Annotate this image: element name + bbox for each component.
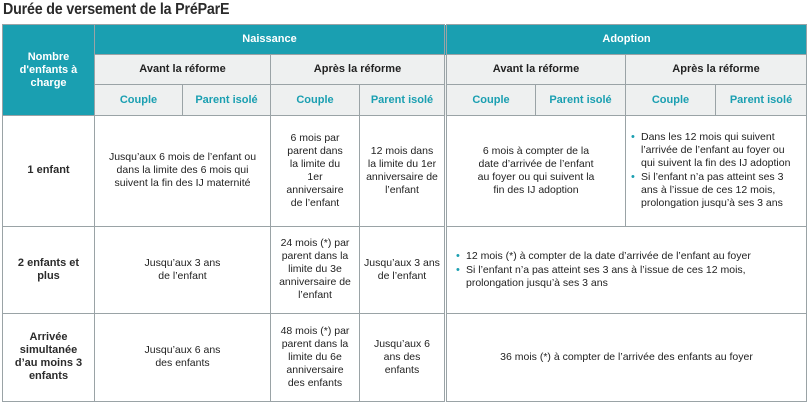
cell-text: 6 mois à compter de la date d’arrivée de l’enfant au foyer ou qui suivent la fin des IJ adoption bbox=[477, 144, 595, 196]
adoption-header: Adoption bbox=[446, 25, 807, 55]
bullet-item: • Dans les 12 mois qui suivent l’arrivée de l’enfant au foyer ou qui suivent la fin des IJ adoption bbox=[631, 131, 801, 170]
cell-text: Jusqu’aux 3 ans de l’enfant bbox=[144, 256, 221, 282]
bullet-list bbox=[450, 250, 803, 290]
adoption-apres-header: Après la réforme bbox=[626, 55, 807, 85]
cell-text: Jusqu’aux 6 ans des enfants bbox=[373, 337, 431, 376]
table-row bbox=[3, 226, 807, 313]
table-row bbox=[3, 116, 807, 226]
cell-naissance-apres-isole bbox=[360, 116, 446, 226]
cell-text: 12 mois dans la limite du 1er anniversaire de l’enfant bbox=[366, 144, 438, 196]
couple-header: Couple bbox=[271, 85, 360, 116]
couple-header: Couple bbox=[626, 85, 716, 116]
page-title: Durée de versement de la PréParE bbox=[3, 1, 230, 18]
row-label-text: Arrivée simultanée d’au moins 3 enfants bbox=[14, 331, 83, 383]
cell-naissance-avant bbox=[95, 313, 271, 401]
cell-text: 48 mois (*) par parent dans la limite du 6e anniversaire des enfants bbox=[280, 324, 350, 389]
row-label-text: 2 enfants et plus bbox=[17, 256, 80, 282]
parent-isole-header: Parent isolé bbox=[183, 85, 271, 116]
cell-text: Jusqu’aux 6 mois de l’enfant ou dans la limite des 6 mois qui suivent la fin des IJ maternité bbox=[108, 151, 257, 190]
row-head-header bbox=[3, 25, 95, 116]
cell-naissance-apres-isole bbox=[360, 313, 446, 401]
bullet-item: • 12 mois (*) à compter de la date d’arrivée de l’enfant au foyer bbox=[456, 250, 801, 263]
cell-naissance-avant bbox=[95, 226, 271, 313]
cell-text: Jusqu’aux 6 ans des enfants bbox=[144, 344, 221, 370]
row-label: 1 enfant bbox=[3, 116, 95, 226]
row-label bbox=[3, 226, 95, 313]
row-label bbox=[3, 313, 95, 401]
duree-table bbox=[2, 24, 807, 402]
cell-adoption: 36 mois (*) à compter de l’arrivée des enfants au foyer bbox=[446, 313, 807, 401]
naissance-apres-header: Après la réforme bbox=[271, 55, 446, 85]
cell-naissance-apres-isole bbox=[360, 226, 446, 313]
cell-adoption-avant bbox=[446, 116, 626, 226]
table-row bbox=[3, 313, 807, 401]
cell-text: 6 mois par parent dans la limite du 1er anniversaire de l’enfant bbox=[286, 131, 344, 209]
naissance-avant-header: Avant la réforme bbox=[95, 55, 271, 85]
bullet-item: • Si l’enfant n’a pas atteint ses 3 ans à l’issue de ces 12 mois, prolongation jusqu’à ses 3 ans bbox=[456, 264, 786, 290]
cell-naissance-apres-couple bbox=[271, 116, 360, 226]
cell-adoption bbox=[446, 226, 807, 313]
parent-isole-header: Parent isolé bbox=[360, 85, 446, 116]
cell-naissance-avant bbox=[95, 116, 271, 226]
cell-naissance-apres-couple bbox=[271, 313, 360, 401]
row-head-label: Nombre d'enfants à charge bbox=[19, 50, 78, 89]
bullet-list bbox=[629, 131, 803, 210]
bullet-item: • Si l’enfant n’a pas atteint ses 3 ans à l’issue de ces 12 mois, prolongation jusqu’à ses 3 ans bbox=[631, 171, 801, 210]
naissance-header: Naissance bbox=[95, 25, 446, 55]
couple-header: Couple bbox=[95, 85, 183, 116]
parent-isole-header: Parent isolé bbox=[536, 85, 626, 116]
cell-text: 24 mois (*) par parent dans la limite du 3e anniversaire de l’enfant bbox=[279, 237, 351, 302]
cell-adoption-apres bbox=[626, 116, 807, 226]
cell-text: Jusqu’aux 3 ans de l’enfant bbox=[364, 256, 440, 282]
parent-isole-header: Parent isolé bbox=[716, 85, 807, 116]
couple-header: Couple bbox=[446, 85, 536, 116]
adoption-avant-header: Avant la réforme bbox=[446, 55, 626, 85]
cell-naissance-apres-couple bbox=[271, 226, 360, 313]
